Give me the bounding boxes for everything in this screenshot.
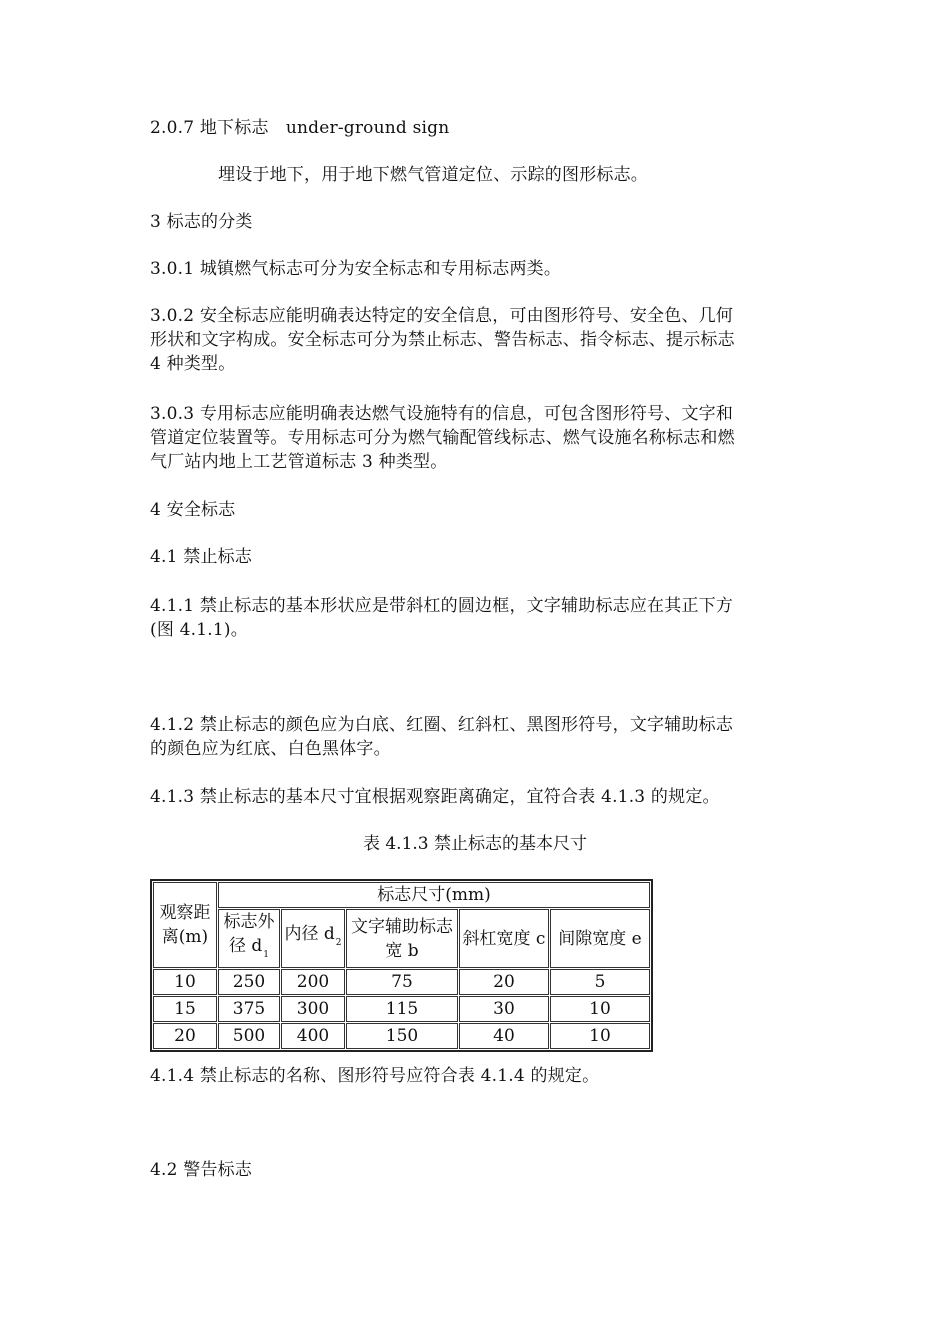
clause-4-1-3: 4.1.3 禁止标志的基本尺寸宜根据观察距离确定，宜符合表 4.1.3 的规定。 (150, 787, 720, 807)
table-row (153, 1023, 650, 1049)
cell-inner-diameter: 200 (281, 969, 345, 995)
cell-outer-diameter: 500 (218, 1023, 280, 1049)
cell-text-sign-width: 150 (346, 1023, 458, 1049)
header-observation-distance: 观察距离(m) (153, 882, 217, 968)
cell-text-sign-width: 75 (346, 969, 458, 995)
clause-2-0-7-title: 2.0.7 地下标志 under-ground sign (150, 118, 450, 138)
section-4-2-heading: 4.2 警告标志 (150, 1160, 253, 1180)
header-sign-size-group: 标志尺寸(mm) (218, 882, 650, 908)
cell-slash-width: 40 (459, 1023, 549, 1049)
clause-4-1-2-line2: 的颜色应为红底、白色黑体字。 (150, 739, 391, 759)
cell-gap-width: 10 (550, 1023, 650, 1049)
table-4-1-3-caption: 表 4.1.3 禁止标志的基本尺寸 (362, 834, 588, 854)
section-4-1-heading: 4.1 禁止标志 (150, 547, 253, 567)
header-outer-diameter-label: 标志外径 d (223, 912, 275, 956)
cell-gap-width: 5 (550, 969, 650, 995)
cell-distance: 15 (153, 996, 217, 1022)
table-row (153, 996, 650, 1022)
header-inner-diameter (281, 909, 345, 968)
clause-2-0-7-definition: 埋设于地下，用于地下燃气管道定位、示踪的图形标志。 (218, 165, 648, 185)
table-4-1-3 (150, 879, 653, 1052)
clause-3-0-3-line2: 管道定位装置等。专用标志可分为燃气输配管线标志、燃气设施名称标志和燃 (150, 428, 735, 448)
cell-gap-width: 10 (550, 996, 650, 1022)
clause-3-0-3-line3: 气厂站内地上工艺管道标志 3 种类型。 (150, 452, 448, 472)
cell-inner-diameter: 400 (281, 1023, 345, 1049)
cell-inner-diameter: 300 (281, 996, 345, 1022)
header-outer-diameter (218, 909, 280, 968)
header-text-sign-width: 文字辅助标志宽 b (346, 909, 458, 968)
cell-outer-diameter: 375 (218, 996, 280, 1022)
section-4-heading: 4 安全标志 (150, 500, 236, 520)
clause-3-0-2-line2: 形状和文字构成。安全标志可分为禁止标志、警告标志、指令标志、提示标志 (150, 330, 735, 350)
clause-3-0-1: 3.0.1 城镇燃气标志可分为安全标志和专用标志两类。 (150, 259, 562, 279)
clause-3-0-2-line3: 4 种类型。 (150, 354, 236, 374)
table-row (153, 969, 650, 995)
clause-4-1-1-line2: (图 4.1.1)。 (150, 620, 248, 640)
clause-3-0-2-line1: 3.0.2 安全标志应能明确表达特定的安全信息，可由图形符号、安全色、几何 (150, 306, 734, 326)
cell-distance: 20 (153, 1023, 217, 1049)
header-gap-width: 间隙宽度 e (550, 909, 650, 968)
header-inner-diameter-subscript: 2 (335, 938, 342, 948)
clause-3-0-3-line1: 3.0.3 专用标志应能明确表达燃气设施特有的信息，可包含图形符号、文字和 (150, 404, 734, 424)
clause-4-1-1-line1: 4.1.1 禁止标志的基本形状应是带斜杠的圆边框，文字辅助标志应在其正下方 (150, 596, 734, 616)
header-inner-diameter-label: 内径 d (284, 924, 335, 944)
clause-4-1-4: 4.1.4 禁止标志的名称、图形符号应符合表 4.1.4 的规定。 (150, 1066, 600, 1086)
cell-distance: 10 (153, 969, 217, 995)
cell-text-sign-width: 115 (346, 996, 458, 1022)
cell-outer-diameter: 250 (218, 969, 280, 995)
header-slash-width: 斜杠宽度 c (459, 909, 549, 968)
clause-4-1-2-line1: 4.1.2 禁止标志的颜色应为白底、红圈、红斜杠、黑图形符号，文字辅助标志 (150, 715, 734, 735)
section-3-heading: 3 标志的分类 (150, 212, 253, 232)
cell-slash-width: 20 (459, 969, 549, 995)
cell-slash-width: 30 (459, 996, 549, 1022)
header-outer-diameter-subscript: 1 (263, 950, 270, 960)
